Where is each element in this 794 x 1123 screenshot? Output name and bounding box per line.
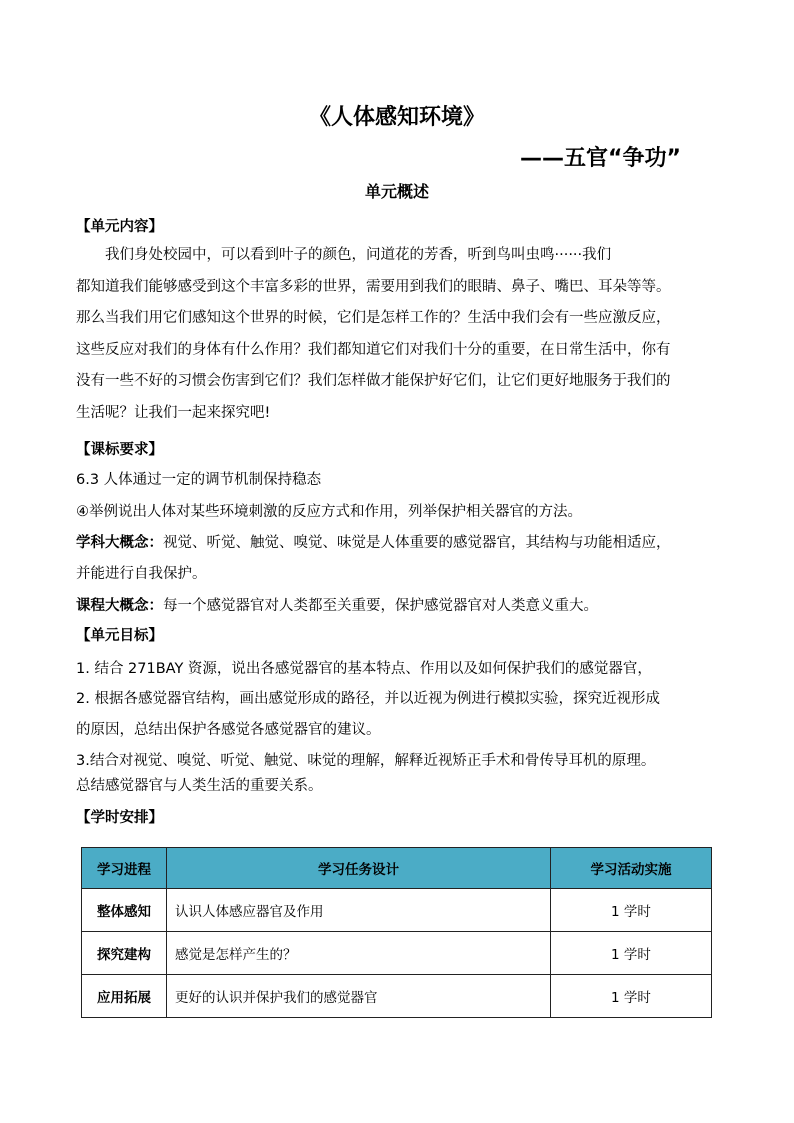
paragraph-line: 都知道我们能够感受到这个丰富多彩的世界，需要用到我们的眼睛、鼻子、嘴巴、耳朵等等。	[76, 278, 671, 295]
paragraph-line: 那么当我们用它们感知这个世界的时候，它们是怎样工作的？生活中我们会有一些应激反应，	[76, 310, 671, 327]
course-concept-label: 课程大概念：	[76, 598, 163, 614]
table-cell-stage: 探究建构	[82, 932, 167, 975]
table-cell-task: 感觉是怎样产生的？	[167, 932, 551, 975]
subject-concept	[76, 533, 736, 553]
table-header-row	[82, 848, 712, 889]
goal-item: 总结感觉器官与人类生活的重要关系。	[76, 778, 323, 794]
subject-concept-text: 视觉、听觉、触觉、嗅觉、味觉是人体重要的感觉器官，其结构与功能相适应，	[163, 535, 671, 551]
table-cell-task: 认识人体感应器官及作用	[167, 889, 551, 932]
standards-heading: 【课标要求】	[76, 442, 163, 458]
goal-item: 的原因，总结出保护各感觉各感觉器官的建议。	[76, 722, 381, 738]
table-row	[82, 975, 712, 1018]
table-row	[82, 889, 712, 932]
unit-content-paragraph	[76, 240, 721, 430]
table-cell-hours: 1 学时	[551, 889, 712, 932]
standard-item: 6.3 人体通过一定的调节机制保持稳态	[76, 472, 322, 488]
table-header-cell: 学习进程	[82, 848, 167, 889]
schedule-table	[81, 847, 712, 1018]
overview-heading: 单元概述	[364, 182, 429, 201]
subject-concept-label: 学科大概念：	[76, 535, 163, 551]
course-concept-text: 每一个感觉器官对人类都至关重要，保护感觉器官对人类意义重大。	[163, 598, 598, 614]
course-concept	[76, 596, 736, 616]
table-cell-hours: 1 学时	[551, 932, 712, 975]
goal-item: 2. 根据各感觉器官结构，画出感觉形成的路径，并以近视为例进行模拟实验，探究近视形成	[76, 691, 660, 707]
table-cell-hours: 1 学时	[551, 975, 712, 1018]
table-cell-stage: 整体感知	[82, 889, 167, 932]
goals-heading: 【单元目标】	[76, 628, 163, 644]
standard-item: ④举例说出人体对某些环境刺激的反应方式和作用，列举保护相关器官的方法。	[76, 504, 582, 520]
table-header-cell: 学习任务设计	[167, 848, 551, 889]
table-header-cell: 学习活动实施	[551, 848, 712, 889]
subject-concept-continued: 并能进行自我保护。	[76, 566, 207, 582]
table-cell-stage: 应用拓展	[82, 975, 167, 1018]
page-title: 《人体感知环境》	[308, 105, 485, 130]
paragraph-line: 我们身处校园中，可以看到叶子的颜色，问道花的芳香，听到鸟叫虫鸣······我们	[105, 247, 612, 263]
page-subtitle: ——五官“争功”	[520, 146, 681, 171]
schedule-heading: 【学时安排】	[76, 810, 163, 826]
paragraph-line: 生活呢？让我们一起来探究吧!	[76, 404, 271, 421]
table-cell-task: 更好的认识并保护我们的感觉器官	[167, 975, 551, 1018]
goal-item: 3.结合对视觉、嗅觉、听觉、触觉、味觉的理解，解释近视矫正手术和骨传导耳机的原理。	[76, 753, 656, 769]
table-row	[82, 932, 712, 975]
paragraph-line: 这些反应对我们的身体有什么作用？我们都知道它们对我们十分的重要，在日常生活中，你有	[76, 341, 671, 358]
goal-item: 1. 结合 271BAY 资源，说出各感觉器官的基本特点、作用以及如何保护我们的感觉器官，	[76, 661, 652, 677]
unit-content-heading: 【单元内容】	[76, 219, 163, 235]
paragraph-line: 没有一些不好的习惯会伤害到它们？我们怎样做才能保护好它们，让它们更好地服务于我们的	[76, 373, 671, 390]
